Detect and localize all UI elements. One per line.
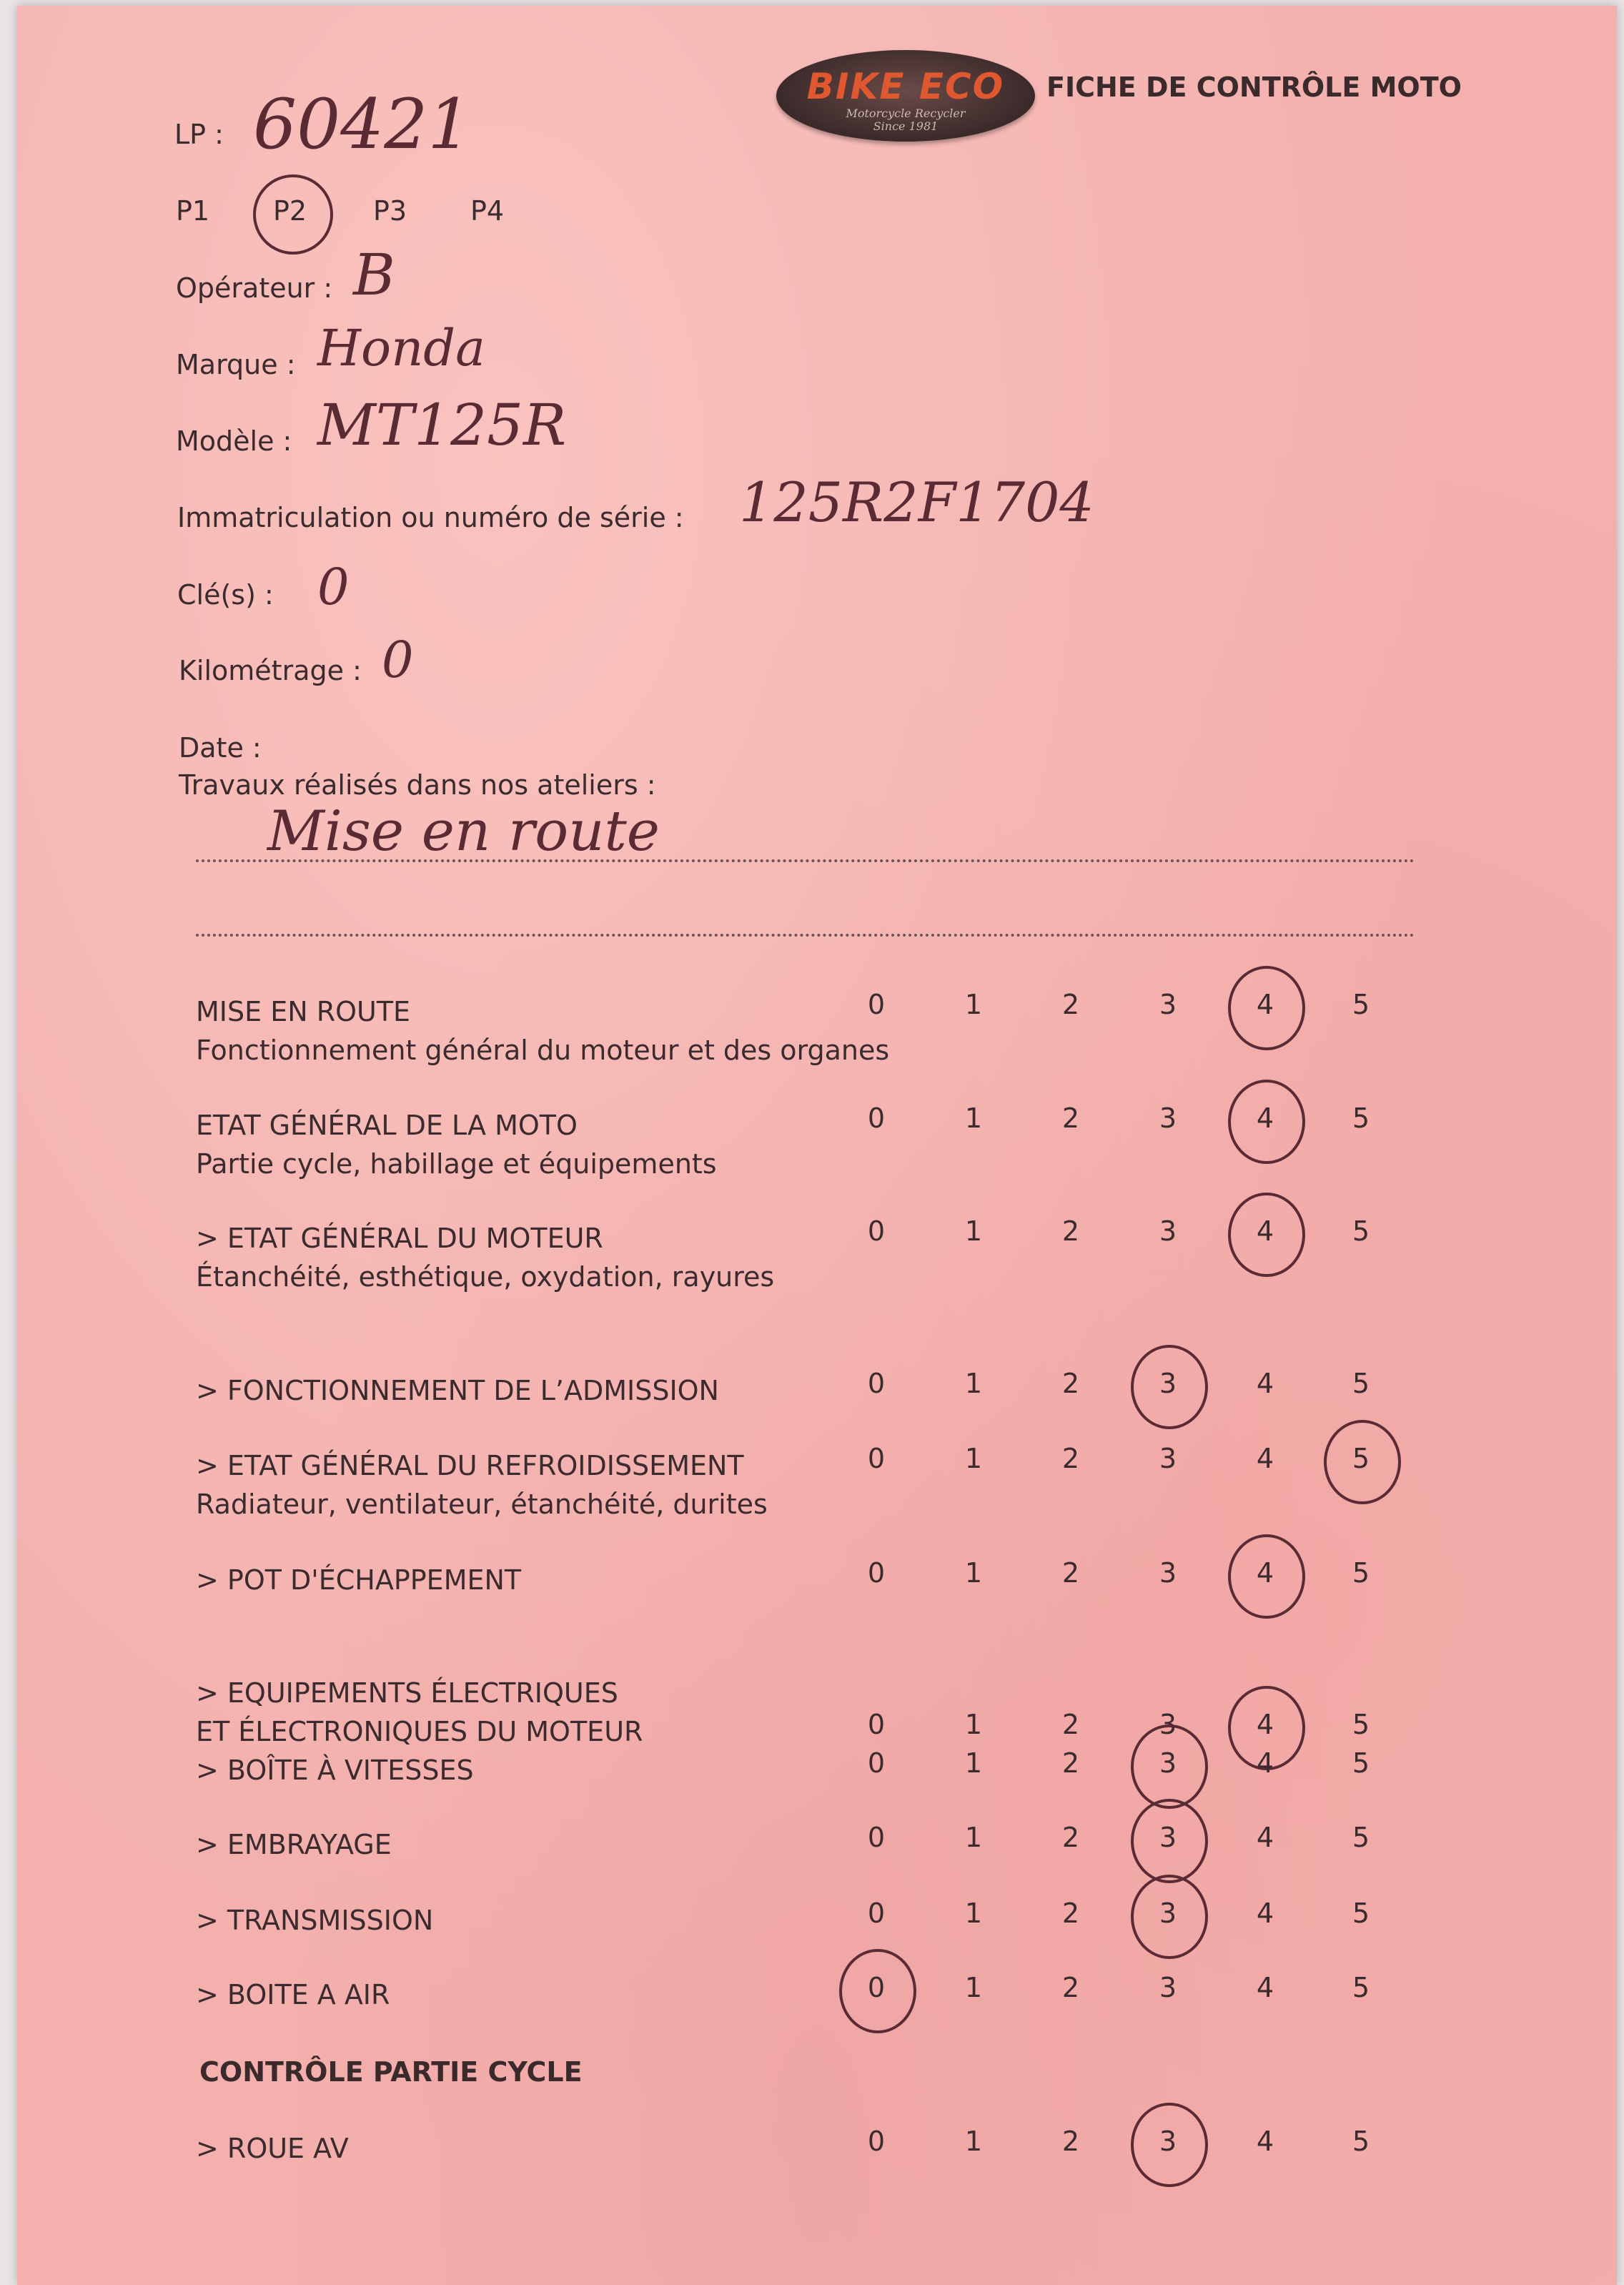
rating-row-6-score-2[interactable]: 2 [1061, 1557, 1080, 1589]
rating-row-1-subtitle: Fonctionnement général du moteur et des organes [196, 1035, 890, 1066]
rating-row-7-score-0[interactable]: 0 [867, 1709, 886, 1740]
rating-row-2-score-3[interactable]: 3 [1159, 1102, 1177, 1134]
control-sheet [17, 6, 1617, 2285]
rating-row-6-score-5[interactable]: 5 [1352, 1557, 1370, 1589]
rating-row-3-subtitle: Étanchéité, esthétique, oxydation, rayures [196, 1261, 775, 1293]
rating-row-11-score-4[interactable]: 4 [1256, 1972, 1274, 2003]
p1-option: P1 [176, 195, 210, 227]
kilometrage-value: 0 [382, 631, 414, 689]
rating-row-4-score-5[interactable]: 5 [1352, 1368, 1370, 1399]
rating-row-3-score-0[interactable]: 0 [867, 1215, 886, 1247]
p3-option: P3 [373, 195, 407, 227]
rating-row-5-score-1[interactable]: 1 [964, 1443, 983, 1474]
rating-row-7-score-4[interactable]: 4 [1244, 1709, 1287, 1740]
rating-row-10-score-0[interactable]: 0 [867, 1897, 886, 1929]
cles-label: Clé(s) : [177, 579, 274, 611]
lp-value: 60421 [253, 84, 472, 164]
rating-row-7-score-2[interactable]: 2 [1061, 1709, 1080, 1740]
rating-row-5-score-5[interactable]: 5 [1340, 1443, 1382, 1474]
rating-row-11-score-0[interactable]: 0 [855, 1972, 898, 2003]
rating-row-2-score-4[interactable]: 4 [1244, 1102, 1287, 1134]
date-label: Date : [179, 732, 262, 764]
rating-row-4-score-0[interactable]: 0 [867, 1368, 886, 1399]
rating-row-3-score-5[interactable]: 5 [1352, 1215, 1370, 1247]
rating-row-1-score-1[interactable]: 1 [964, 989, 983, 1020]
rating-row-9-score-1[interactable]: 1 [964, 1822, 983, 1853]
rating-row-6-score-1[interactable]: 1 [964, 1557, 983, 1589]
rating-row-7-score-3[interactable]: 3 [1159, 1709, 1177, 1740]
rating-row-3-score-4[interactable]: 4 [1244, 1215, 1287, 1247]
rating-row-8-score-2[interactable]: 2 [1061, 1747, 1080, 1779]
rating-row-8-title: > BOÎTE À VITESSES [196, 1755, 474, 1786]
operateur-label: Opérateur : [176, 272, 333, 304]
logo-tagline [776, 107, 1035, 133]
rating-row-11-score-5[interactable]: 5 [1352, 1972, 1370, 2003]
p2-selection-circle [253, 174, 333, 255]
rating-row-10-title: > TRANSMISSION [196, 1905, 434, 1936]
rating-row-2-score-2[interactable]: 2 [1061, 1102, 1080, 1134]
rating-row-9-score-4[interactable]: 4 [1256, 1822, 1274, 1853]
immatriculation-value: 125R2F1704 [739, 470, 1094, 534]
rating-row-5-score-0[interactable]: 0 [867, 1443, 886, 1474]
rating-row-10-score-4[interactable]: 4 [1256, 1897, 1274, 1929]
rating-row-1-score-5[interactable]: 5 [1352, 989, 1370, 1020]
travaux-dotted-line-1 [196, 859, 1415, 862]
travaux-value: Mise en route [267, 799, 660, 864]
bike-eco-logo [776, 50, 1035, 142]
rating-row-1-score-4[interactable]: 4 [1244, 989, 1287, 1020]
rating-row-10-score-5[interactable]: 5 [1352, 1897, 1370, 1929]
rating-row-6-score-3[interactable]: 3 [1159, 1557, 1177, 1589]
rating-row-9-score-0[interactable]: 0 [867, 1822, 886, 1853]
marque-value: Honda [317, 319, 485, 377]
rating-row-10-score-2[interactable]: 2 [1061, 1897, 1080, 1929]
rating-row-2-title: ETAT GÉNÉRAL DE LA MOTO [196, 1110, 578, 1141]
cycle-row-1-score-4[interactable]: 4 [1256, 2126, 1274, 2157]
rating-row-8-score-3[interactable]: 3 [1147, 1747, 1189, 1779]
rating-row-11-score-1[interactable]: 1 [964, 1972, 983, 2003]
cycle-row-1-score-2[interactable]: 2 [1061, 2126, 1080, 2157]
rating-row-6-score-4[interactable]: 4 [1244, 1557, 1287, 1589]
rating-row-1-score-0[interactable]: 0 [867, 989, 886, 1020]
cycle-row-1-title: > ROUE AV [196, 2133, 349, 2164]
logo-tagline-2: Since 1981 [873, 119, 939, 133]
rating-row-9-score-5[interactable]: 5 [1352, 1822, 1370, 1853]
rating-row-2-subtitle: Partie cycle, habillage et équipements [196, 1148, 717, 1180]
p2-option: P2 [273, 195, 307, 227]
rating-row-7-score-1[interactable]: 1 [964, 1709, 983, 1740]
cycle-row-1-score-0[interactable]: 0 [867, 2126, 886, 2157]
rating-row-3-score-2[interactable]: 2 [1061, 1215, 1080, 1247]
rating-row-6-title: > POT D'ÉCHAPPEMENT [196, 1564, 522, 1596]
logo-tagline-1: Motorcycle Recycler [846, 107, 966, 120]
rating-row-10-score-3[interactable]: 3 [1147, 1897, 1189, 1929]
travaux-label: Travaux réalisés dans nos ateliers : [179, 769, 656, 801]
rating-row-8-score-1[interactable]: 1 [964, 1747, 983, 1779]
cles-value: 0 [317, 558, 350, 616]
rating-row-9-score-2[interactable]: 2 [1061, 1822, 1080, 1853]
rating-row-4-score-1[interactable]: 1 [964, 1368, 983, 1399]
cycle-row-1-score-1[interactable]: 1 [964, 2126, 983, 2157]
marque-label: Marque : [176, 349, 296, 380]
modele-label: Modèle : [176, 425, 292, 457]
immatriculation-label: Immatriculation ou numéro de série : [177, 502, 684, 533]
p4-option: P4 [470, 195, 505, 227]
rating-row-1-title: MISE EN ROUTE [196, 996, 411, 1027]
rating-row-11-score-2[interactable]: 2 [1061, 1972, 1080, 2003]
rating-row-5-subtitle: Radiateur, ventilateur, étanchéité, durites [196, 1489, 768, 1520]
rating-row-7-title: > EQUIPEMENTS ÉLECTRIQUES [196, 1677, 618, 1709]
rating-row-7-score-5[interactable]: 5 [1352, 1709, 1370, 1740]
rating-row-5-score-4[interactable]: 4 [1256, 1443, 1274, 1474]
rating-row-4-score-2[interactable]: 2 [1061, 1368, 1080, 1399]
cycle-row-1-score-3[interactable]: 3 [1147, 2126, 1189, 2157]
rating-row-8-score-4[interactable]: 4 [1256, 1747, 1274, 1779]
cycle-row-1-score-5[interactable]: 5 [1352, 2126, 1370, 2157]
rating-row-5-title: > ETAT GÉNÉRAL DU REFROIDISSEMENT [196, 1450, 744, 1481]
sheet-title: FICHE DE CONTRÔLE MOTO [1046, 71, 1462, 103]
operateur-value: B [353, 242, 395, 308]
rating-row-2-score-1[interactable]: 1 [964, 1102, 983, 1134]
rating-row-4-title: > FONCTIONNEMENT DE L’ADMISSION [196, 1375, 719, 1406]
rating-row-6-score-0[interactable]: 0 [867, 1557, 886, 1589]
rating-row-3-title: > ETAT GÉNÉRAL DU MOTEUR [196, 1223, 603, 1254]
kilometrage-label: Kilométrage : [179, 655, 362, 686]
rating-row-4-score-4[interactable]: 4 [1256, 1368, 1274, 1399]
rating-row-1-score-3[interactable]: 3 [1159, 989, 1177, 1020]
rating-row-4-score-3[interactable]: 3 [1147, 1368, 1189, 1399]
rating-row-8-score-0[interactable]: 0 [867, 1747, 886, 1779]
logo-brand: BIKE ECO [806, 66, 1005, 107]
rating-row-5-score-3[interactable]: 3 [1159, 1443, 1177, 1474]
rating-row-3-score-1[interactable]: 1 [964, 1215, 983, 1247]
travaux-dotted-line-2 [196, 934, 1415, 937]
rating-row-5-score-2[interactable]: 2 [1061, 1443, 1080, 1474]
rating-row-7-subtitle: ET ÉLECTRONIQUES DU MOTEUR [196, 1716, 643, 1747]
rating-row-3-score-3[interactable]: 3 [1159, 1215, 1177, 1247]
rating-row-11-score-3[interactable]: 3 [1159, 1972, 1177, 2003]
rating-row-9-title: > EMBRAYAGE [196, 1829, 392, 1860]
section-partie-cycle-title: CONTRÔLE PARTIE CYCLE [199, 2056, 583, 2088]
rating-row-11-title: > BOITE A AIR [196, 1979, 390, 2010]
rating-row-2-score-0[interactable]: 0 [867, 1102, 886, 1134]
rating-row-8-score-5[interactable]: 5 [1352, 1747, 1370, 1779]
rating-row-1-score-2[interactable]: 2 [1061, 989, 1080, 1020]
lp-label: LP : [174, 119, 224, 150]
rating-row-2-score-5[interactable]: 5 [1352, 1102, 1370, 1134]
rating-row-9-score-3[interactable]: 3 [1147, 1822, 1189, 1853]
modele-value: MT125R [317, 392, 567, 458]
rating-row-10-score-1[interactable]: 1 [964, 1897, 983, 1929]
